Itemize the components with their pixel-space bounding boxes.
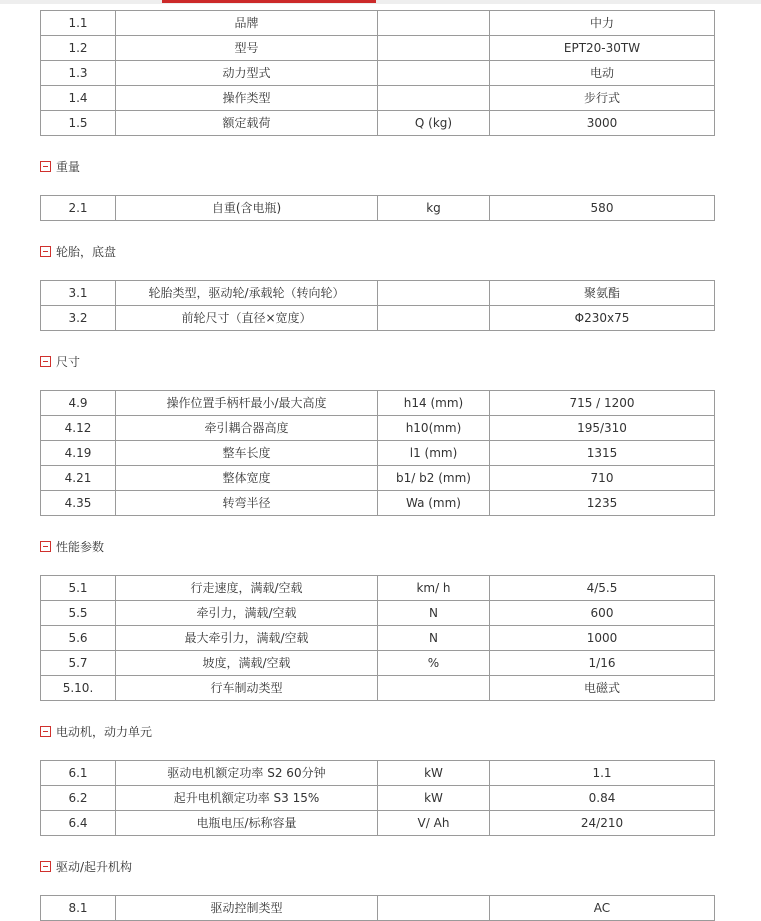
spec-code-cell: 5.5 (41, 601, 116, 626)
section-header[interactable] (40, 707, 714, 755)
table-row (41, 896, 715, 921)
spec-unit-cell: l1 (mm) (378, 441, 490, 466)
spec-value-cell: EPT20-30TW (490, 36, 715, 61)
table-row (41, 11, 715, 36)
spec-unit-cell (378, 306, 490, 331)
spec-section (40, 10, 714, 136)
table-row (41, 651, 715, 676)
spec-unit-cell: N (378, 601, 490, 626)
table-row (41, 391, 715, 416)
spec-name-cell: 驱动电机额定功率 S2 60分钟 (116, 761, 378, 786)
table-row (41, 196, 715, 221)
table-row (41, 441, 715, 466)
spec-code-cell: 4.19 (41, 441, 116, 466)
table-row (41, 111, 715, 136)
collapse-minus-icon[interactable] (40, 161, 51, 172)
spec-value-cell: 4/5.5 (490, 576, 715, 601)
section-title: 电动机，动力单元 (56, 724, 153, 739)
section-title: 重量 (56, 159, 81, 174)
table-row (41, 36, 715, 61)
spec-section (40, 842, 714, 921)
spec-code-cell: 1.1 (41, 11, 116, 36)
spec-value-cell: Φ230x75 (490, 306, 715, 331)
spec-name-cell: 操作位置手柄杆最小/最大高度 (116, 391, 378, 416)
spec-code-cell: 2.1 (41, 196, 116, 221)
spec-code-cell: 3.2 (41, 306, 116, 331)
spec-unit-cell (378, 281, 490, 306)
spec-unit-cell: N (378, 626, 490, 651)
collapse-minus-icon[interactable] (40, 246, 51, 257)
table-row (41, 576, 715, 601)
spec-name-cell: 牵引力，满载/空载 (116, 601, 378, 626)
spec-code-cell: 5.10. (41, 676, 116, 701)
spec-unit-cell: kW (378, 786, 490, 811)
spec-name-cell: 行车制动类型 (116, 676, 378, 701)
spec-code-cell: 6.1 (41, 761, 116, 786)
spec-name-cell: 前轮尺寸（直径×宽度） (116, 306, 378, 331)
section-header[interactable] (40, 142, 714, 190)
table-row (41, 86, 715, 111)
section-title: 驱动/起升机构 (56, 859, 133, 874)
spec-code-cell: 4.9 (41, 391, 116, 416)
table-row (41, 786, 715, 811)
spec-name-cell: 操作类型 (116, 86, 378, 111)
spec-name-cell: 行走速度，满载/空载 (116, 576, 378, 601)
table-row (41, 281, 715, 306)
table-row (41, 676, 715, 701)
active-tab-indicator (162, 0, 376, 3)
spec-value-cell: 聚氨酯 (490, 281, 715, 306)
spec-name-cell: 型号 (116, 36, 378, 61)
table-row (41, 601, 715, 626)
section-title: 轮胎，底盘 (56, 244, 117, 259)
spec-value-cell: 中力 (490, 11, 715, 36)
spec-table (40, 575, 715, 701)
section-title: 性能参数 (56, 539, 105, 554)
spec-table (40, 280, 715, 331)
collapse-minus-icon[interactable] (40, 356, 51, 367)
spec-unit-cell (378, 36, 490, 61)
table-row (41, 306, 715, 331)
spec-code-cell: 1.3 (41, 61, 116, 86)
table-row (41, 416, 715, 441)
spec-code-cell: 8.1 (41, 896, 116, 921)
spec-value-cell: 3000 (490, 111, 715, 136)
spec-unit-cell (378, 896, 490, 921)
spec-value-cell: 电动 (490, 61, 715, 86)
spec-value-cell: 1000 (490, 626, 715, 651)
section-header[interactable] (40, 227, 714, 275)
spec-code-cell: 4.35 (41, 491, 116, 516)
spec-code-cell: 3.1 (41, 281, 116, 306)
spec-section (40, 227, 714, 331)
spec-value-cell: 0.84 (490, 786, 715, 811)
spec-unit-cell: V/ Ah (378, 811, 490, 836)
spec-unit-cell: Q (kg) (378, 111, 490, 136)
spec-unit-cell: % (378, 651, 490, 676)
spec-unit-cell (378, 86, 490, 111)
spec-name-cell: 轮胎类型，驱动轮/承载轮（转向轮） (116, 281, 378, 306)
table-row (41, 761, 715, 786)
spec-name-cell: 驱动控制类型 (116, 896, 378, 921)
spec-name-cell: 额定载荷 (116, 111, 378, 136)
spec-code-cell: 6.2 (41, 786, 116, 811)
spec-name-cell: 转弯半径 (116, 491, 378, 516)
spec-value-cell: 600 (490, 601, 715, 626)
spec-value-cell: 1235 (490, 491, 715, 516)
table-row (41, 491, 715, 516)
spec-code-cell: 4.21 (41, 466, 116, 491)
table-row (41, 811, 715, 836)
spec-value-cell: 710 (490, 466, 715, 491)
table-row (41, 626, 715, 651)
spec-value-cell: 24/210 (490, 811, 715, 836)
spec-unit-cell (378, 11, 490, 36)
collapse-minus-icon[interactable] (40, 726, 51, 737)
spec-value-cell: AC (490, 896, 715, 921)
spec-unit-cell: h14 (mm) (378, 391, 490, 416)
spec-unit-cell: kW (378, 761, 490, 786)
spec-code-cell: 5.6 (41, 626, 116, 651)
top-bar (0, 0, 761, 4)
spec-section (40, 707, 714, 836)
spec-unit-cell: b1/ b2 (mm) (378, 466, 490, 491)
spec-value-cell: 步行式 (490, 86, 715, 111)
section-header[interactable] (40, 337, 714, 385)
spec-table (40, 195, 715, 221)
spec-table (40, 760, 715, 836)
spec-code-cell: 4.12 (41, 416, 116, 441)
spec-code-cell: 1.4 (41, 86, 116, 111)
spec-name-cell: 电瓶电压/标称容量 (116, 811, 378, 836)
section-header[interactable] (40, 842, 714, 890)
spec-value-cell: 1.1 (490, 761, 715, 786)
spec-unit-cell (378, 676, 490, 701)
spec-unit-cell: Wa (mm) (378, 491, 490, 516)
spec-section (40, 522, 714, 701)
spec-name-cell: 动力型式 (116, 61, 378, 86)
spec-unit-cell: h10(mm) (378, 416, 490, 441)
spec-value-cell: 195/310 (490, 416, 715, 441)
spec-name-cell: 整体宽度 (116, 466, 378, 491)
spec-code-cell: 1.5 (41, 111, 116, 136)
spec-value-cell: 1315 (490, 441, 715, 466)
spec-code-cell: 5.7 (41, 651, 116, 676)
spec-table (40, 390, 715, 516)
spec-name-cell: 坡度，满载/空载 (116, 651, 378, 676)
collapse-minus-icon[interactable] (40, 861, 51, 872)
spec-unit-cell: kg (378, 196, 490, 221)
spec-table (40, 10, 715, 136)
spec-table (40, 895, 715, 921)
section-header[interactable] (40, 522, 714, 570)
spec-unit-cell: km/ h (378, 576, 490, 601)
spec-name-cell: 自重(含电瓶) (116, 196, 378, 221)
table-row (41, 61, 715, 86)
section-title: 尺寸 (56, 354, 81, 369)
spec-name-cell: 品牌 (116, 11, 378, 36)
spec-value-cell: 580 (490, 196, 715, 221)
spec-name-cell: 牵引耦合器高度 (116, 416, 378, 441)
spec-value-cell: 715 / 1200 (490, 391, 715, 416)
spec-value-cell: 1/16 (490, 651, 715, 676)
spec-unit-cell (378, 61, 490, 86)
spec-code-cell: 6.4 (41, 811, 116, 836)
spec-name-cell: 整车长度 (116, 441, 378, 466)
spec-value-cell: 电磁式 (490, 676, 715, 701)
collapse-minus-icon[interactable] (40, 541, 51, 552)
spec-name-cell: 起升电机额定功率 S3 15% (116, 786, 378, 811)
spec-section (40, 142, 714, 221)
spec-code-cell: 5.1 (41, 576, 116, 601)
table-row (41, 466, 715, 491)
spec-section (40, 337, 714, 516)
spec-name-cell: 最大牵引力，满载/空载 (116, 626, 378, 651)
spec-sections (40, 10, 714, 921)
spec-code-cell: 1.2 (41, 36, 116, 61)
